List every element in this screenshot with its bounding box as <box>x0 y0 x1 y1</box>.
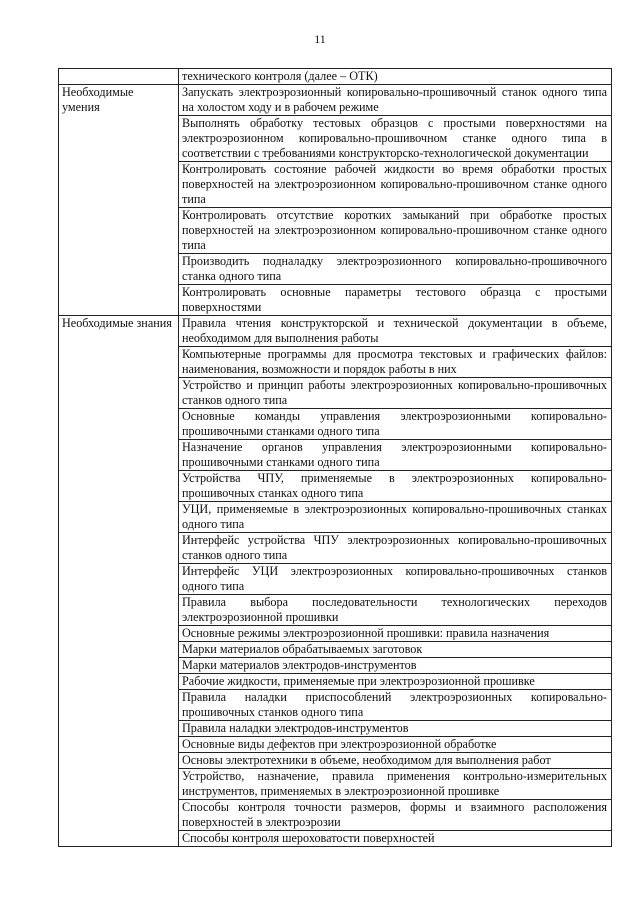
requirement-item: Правила выбора последовательности технологических переходов электроэрозионной прошивки <box>179 595 612 626</box>
table-row <box>59 85 612 116</box>
requirement-item: Правила наладки приспособлений электроэрозионных копировально-прошивочных станков одного типа <box>179 690 612 721</box>
requirement-item: Основные режимы электроэрозионной прошивки: правила назначения <box>179 626 612 642</box>
table-row <box>59 69 612 85</box>
continued-text-cell: технического контроля (далее – ОТК) <box>179 69 612 85</box>
requirement-item: Компьютерные программы для просмотра текстовых и графических файлов: наименования, возможности и порядок работы в них <box>179 347 612 378</box>
requirement-item: Способы контроля шероховатости поверхностей <box>179 831 612 847</box>
requirement-item: Контролировать основные параметры тестового образца с простыми поверхностями <box>179 285 612 316</box>
requirement-item: Назначение органов управления электроэрозионными копировально-прошивочными станками одного типа <box>179 440 612 471</box>
requirement-item: Правила чтения конструкторской и технической документации в объеме, необходимом для выполнения работы <box>179 316 612 347</box>
requirements-table <box>58 68 612 847</box>
label-cell-empty <box>59 69 179 85</box>
requirement-item: Выполнять обработку тестовых образцов с простыми поверхностями на электроэрозионном копировально-прошивочном станке одного типа в соответствии с требованиями конструкторско-технологической документации <box>179 116 612 162</box>
requirement-item: Контролировать отсутствие коротких замыканий при обработке простых поверхностей на электроэрозионном копировально-прошивочном станке одного типа <box>179 208 612 254</box>
requirement-item: Способы контроля точности размеров, формы и взаимного расположения поверхностей в электроэрозии <box>179 800 612 831</box>
requirement-item: Основы электротехники в объеме, необходимом для выполнения работ <box>179 753 612 769</box>
section-label: Необходимые знания <box>59 316 179 847</box>
section-label: Необходимые умения <box>59 85 179 316</box>
requirement-item: Устройство, назначение, правила применения контрольно-измерительных инструментов, применяемых в электроэрозионной прошивке <box>179 769 612 800</box>
requirement-item: Устройство и принцип работы электроэрозионных копировально-прошивочных станков одного типа <box>179 378 612 409</box>
requirement-item: Устройства ЧПУ, применяемые в электроэрозионных копировально-прошивочных станках одного типа <box>179 471 612 502</box>
page-number: 11 <box>314 32 326 46</box>
requirement-item: Марки материалов электродов-инструментов <box>179 658 612 674</box>
requirement-item: Контролировать состояние рабочей жидкости во время обработки простых поверхностей на электроэрозионном копировально-прошивочном станке одного типа <box>179 162 612 208</box>
requirement-item: Основные виды дефектов при электроэрозионной обработке <box>179 737 612 753</box>
requirement-item: Производить подналадку электроэрозионного копировально-прошивочного станка одного типа <box>179 254 612 285</box>
table-row <box>59 316 612 347</box>
requirement-item: Основные команды управления электроэрозионными копировально-прошивочными станками одного типа <box>179 409 612 440</box>
requirement-item: Запускать электроэрозионный копировально-прошивочный станок одного типа на холостом ходу и в рабочем режиме <box>179 85 612 116</box>
requirement-item: Правила наладки электродов-инструментов <box>179 721 612 737</box>
requirement-item: Рабочие жидкости, применяемые при электроэрозионной прошивке <box>179 674 612 690</box>
requirement-item: Интерфейс устройства ЧПУ электроэрозионных копировально-прошивочных станков одного типа <box>179 533 612 564</box>
requirement-item: УЦИ, применяемые в электроэрозионных копировально-прошивочных станках одного типа <box>179 502 612 533</box>
requirement-item: Марки материалов обрабатываемых заготовок <box>179 642 612 658</box>
requirement-item: Интерфейс УЦИ электроэрозионных копировально-прошивочных станков одного типа <box>179 564 612 595</box>
